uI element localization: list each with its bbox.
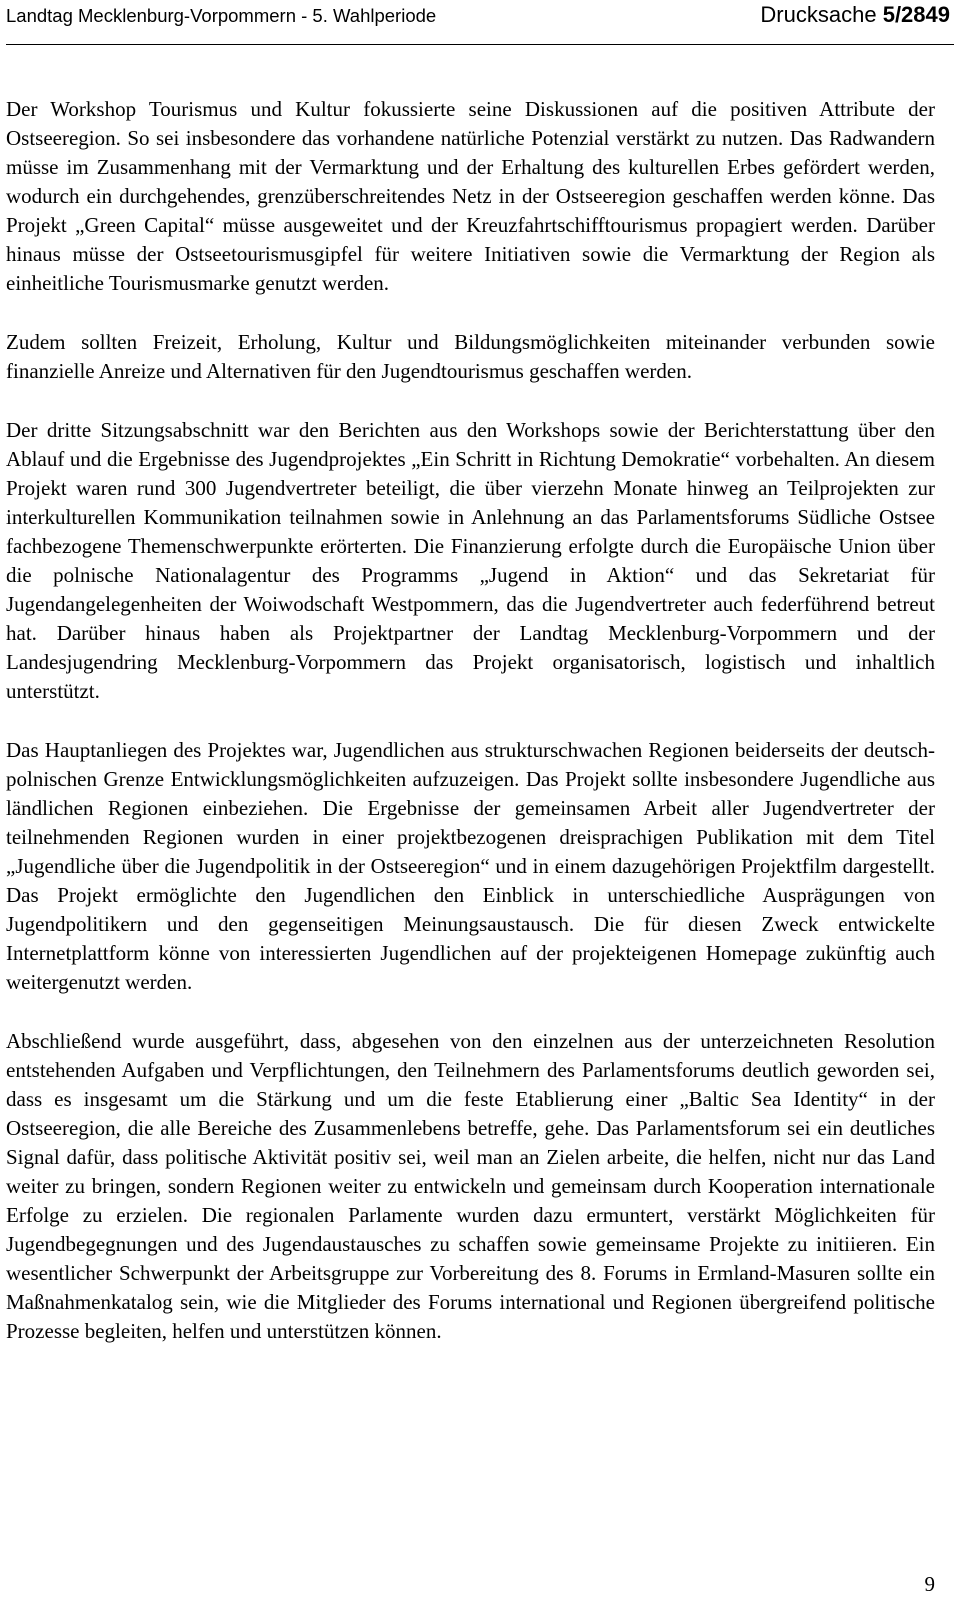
document-number-prefix: Drucksache	[760, 2, 883, 27]
paragraph: Das Hauptanliegen des Projektes war, Jugendlichen aus strukturschwachen Regionen beiderseits der deutsch-polnischen Grenze Entwicklungsmöglichkeiten aufzuzeigen. Das Projekt sollte insbesondere Jugendliche aus ländlichen Regionen einbeziehen. Die Ergebnisse der gemeinsamen Arbeit aller Jugendvertreter der teilnehmenden Regionen wurden in einer projektbezogenen dreisprachigen Publikation mit dem Titel „Jugendliche über die Jugendpolitik in der Ostseeregion“ und in einem dazugehörigen Projektfilm dargestellt. Das Projekt ermöglichte den Jugendlichen den Einblick in unterschiedliche Ausprägungen von Jugendpolitikern und den gegenseitigen Meinungsaustausch. Die für diesen Zweck entwickelte Internetplattform könne von interessierten Jugendlichen auf der projekteigenen Homepage zukünftig auch weitergenutzt werden.	[6, 738, 935, 994]
paragraph: Abschließend wurde ausgeführt, dass, abgesehen von den einzelnen aus der unterzeichneten Resolution entstehenden Aufgaben und Verpflichtungen, den Teilnehmern des Parlamentsforums deutlich geworden sei, dass es insgesamt um die Stärkung und um die feste Etablierung einer „Baltic Sea Identity“ in der Ostseeregion, die alle Bereiche des Zusammenlebens betreffe, gehe. Das Parlamentsforum sei ein deutliches Signal dafür, dass politische Aktivität positiv sei, weil man an Zielen arbeite, die helfen, nicht nur das Land weiter zu bringen, sondern Regionen weiter zu entwickeln und gemeinsam durch Kooperation internationale Erfolge zu erzielen. Die regionalen Parlamente wurden dazu ermuntert, verstärkt Möglichkeiten für Jugendbegegnungen und des Jugendaustausches zu schaffen sowie gemeinsame Projekte zu initiieren. Ein wesentlicher Schwerpunkt der Arbeitsgruppe zur Vorbereitung des 8. Forums in Ermland-Masuren sollte ein Maßnahmenkatalog sein, wie die Mitglieder des Forums international und Regionen übergreifend politische Prozesse begleiten, helfen und unterstützen können.	[6, 1029, 935, 1343]
page-header	[6, 0, 954, 45]
paragraph: Zudem sollten Freizeit, Erholung, Kultur und Bildungsmöglichkeiten miteinander verbunden sowie finanzielle Anreize und Alternativen für den Jugendtourismus geschaffen werden.	[6, 330, 935, 383]
document-number-value: 5/2849	[882, 2, 950, 27]
body-text	[6, 95, 935, 1376]
document-number	[760, 0, 950, 30]
page-number: 9	[924, 1572, 935, 1596]
parliament-label: Landtag Mecklenburg-Vorpommern - 5. Wahlperiode	[6, 5, 437, 26]
paragraph: Der Workshop Tourismus und Kultur fokussierte seine Diskussionen auf die positiven Attribute der Ostseeregion. So sei insbesondere das vorhandene natürliche Potenzial verstärkt zu nutzen. Das Radwandern müsse im Zusammenhang mit der Vermarktung und der Erhaltung des kulturellen Erbes gefördert werden, wodurch ein durchgehendes, grenzüberschreitendes Netz in der Ostseeregion geschaffen werden könne. Das Projekt „Green Capital“ müsse ausgeweitet und der Kreuzfahrtschifftourismus propagiert werden. Darüber hinaus müsse der Ostseetourismusgipfel für weitere Initiativen sowie die Vermarktung der Region als einheitliche Tourismusmarke genutzt werden.	[6, 97, 935, 295]
paragraph: Der dritte Sitzungsabschnitt war den Berichten aus den Workshops sowie der Berichterstattung über den Ablauf und die Ergebnisse des Jugendprojektes „Ein Schritt in Richtung Demokratie“ vorbehalten. An diesem Projekt waren rund 300 Jugendvertreter beteiligt, die über vierzehn Monate hinweg an Teilprojekten zur interkulturellen Kommunikation teilnahmen sowie in Anlehnung an das Parlamentsforums Südliche Ostsee fachbezogene Themenschwerpunkte erörterten. Die Finanzierung erfolgte durch die Europäische Union über die polnische Nationalagentur des Programms „Jugend in Aktion“ und das Sekretariat für Jugendangelegenheiten der Woiwodschaft Westpommern, das die Jugendvertreter auch federführend betreut hat. Darüber hinaus haben als Projektpartner der Landtag Mecklenburg-Vorpommern und der Landesjugendring Mecklenburg-Vorpommern das Projekt organisatorisch, logistisch und inhaltlich unterstützt.	[6, 418, 935, 703]
